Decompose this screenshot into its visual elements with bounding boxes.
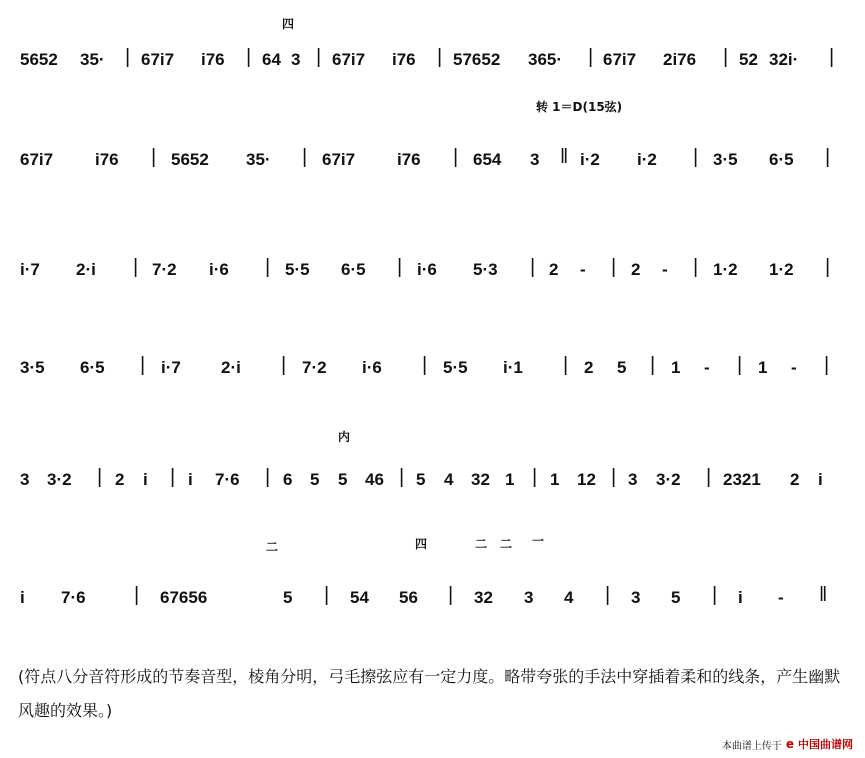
jianpu-note-group: 3 xyxy=(530,150,540,169)
jianpu-note-group: 1·2 xyxy=(769,260,794,279)
jianpu-note-group: i xyxy=(143,470,148,489)
score-line-4 xyxy=(0,338,865,408)
jianpu-note-group: i·2 xyxy=(637,150,657,169)
jianpu-note-group: 2 xyxy=(790,470,800,489)
barline: | xyxy=(712,584,718,606)
barline: | xyxy=(324,584,330,606)
barline: | xyxy=(265,256,271,278)
barline: | xyxy=(588,46,594,68)
barline: | xyxy=(97,466,103,488)
jianpu-note-group: 3 xyxy=(628,470,638,489)
jianpu-note-group: 3·2 xyxy=(656,470,681,489)
jianpu-note-group: 3·5 xyxy=(20,358,45,377)
barline: | xyxy=(151,146,157,168)
fingering-mark-one: 一 xyxy=(532,534,545,548)
barline: | xyxy=(422,354,428,376)
jianpu-note-group: 2321 xyxy=(723,470,761,489)
barline: | xyxy=(316,46,322,68)
barline: | xyxy=(563,354,569,376)
barline: | xyxy=(532,466,538,488)
jianpu-note-group: 2·i xyxy=(221,358,241,377)
jianpu-note-group: 4 xyxy=(564,588,574,607)
barline: | xyxy=(693,146,699,168)
jianpu-note-group: 56 xyxy=(399,588,418,607)
barline: | xyxy=(611,256,617,278)
jianpu-note-group: 6·5 xyxy=(769,150,794,169)
jianpu-note-group: 35· xyxy=(80,50,105,69)
inner-mark: 内 xyxy=(338,430,351,444)
jianpu-note-group: 5 xyxy=(416,470,426,489)
jianpu-note-group: 2·i xyxy=(76,260,96,279)
jianpu-note-group: 3·2 xyxy=(47,470,72,489)
jianpu-note-group: 365· xyxy=(528,50,563,69)
jianpu-note-group: 654 xyxy=(473,150,502,169)
jianpu-note-group: 32 xyxy=(471,470,490,489)
barline: | xyxy=(140,354,146,376)
score-line-1 xyxy=(0,30,865,100)
jianpu-note-group: 3 xyxy=(631,588,641,607)
jianpu-note-group: 57652 xyxy=(453,50,501,69)
footer-text: 本曲谱上传于 xyxy=(721,740,782,752)
jianpu-note-group: 52 xyxy=(739,50,758,69)
jianpu-note-group: i·7 xyxy=(20,260,40,279)
jianpu-note-group: i·6 xyxy=(417,260,437,279)
barline: | xyxy=(170,466,176,488)
performance-remark: (符点八分音符形成的节奏音型，棱角分明，弓毛擦弦应有一定力度。略带夸张的手法中穿插着柔和的线条，产生幽默风趣的效果。) xyxy=(18,667,841,720)
barline: | xyxy=(397,256,403,278)
barline: | xyxy=(399,466,405,488)
barline: | xyxy=(302,146,308,168)
jianpu-note-group: 5 xyxy=(283,588,293,607)
jianpu-note-group: 2 xyxy=(584,358,594,377)
jianpu-note-group: 46 xyxy=(365,470,384,489)
barline: ‖ xyxy=(560,146,569,168)
barline: | xyxy=(706,466,712,488)
barline: | xyxy=(134,584,140,606)
barline: | xyxy=(246,46,252,68)
jianpu-note-group: 7·2 xyxy=(152,260,177,279)
barline: | xyxy=(448,584,454,606)
jianpu-note-group: 54 xyxy=(350,588,369,607)
jianpu-note-group: 2i76 xyxy=(663,50,697,69)
barline: | xyxy=(825,256,831,278)
jianpu-note-group: - xyxy=(662,260,668,279)
barline: | xyxy=(437,46,443,68)
barline: | xyxy=(650,354,656,376)
jianpu-note-group: 6 xyxy=(283,470,293,489)
jianpu-note-group: - xyxy=(580,260,586,279)
jianpu-note-group: 3 xyxy=(20,470,30,489)
jianpu-note-group: 2 xyxy=(549,260,559,279)
jianpu-note-group: 67i7 xyxy=(603,50,637,69)
score-line-6 xyxy=(0,568,865,638)
jianpu-note-group: 64 xyxy=(262,50,281,69)
jianpu-note-group: i76 xyxy=(392,50,416,69)
jianpu-note-group: 5·5 xyxy=(443,358,468,377)
jianpu-note-group: 2 xyxy=(115,470,125,489)
jianpu-note-group: 12 xyxy=(577,470,596,489)
barline: | xyxy=(530,256,536,278)
jianpu-note-group: 67i7 xyxy=(322,150,356,169)
jianpu-note-group: i·1 xyxy=(503,358,523,377)
jianpu-note-group: 5 xyxy=(338,470,348,489)
fingering-mark-two: 二 xyxy=(266,540,279,554)
jianpu-note-group: - xyxy=(791,358,797,377)
jianpu-note-group: 35· xyxy=(246,150,271,169)
jianpu-note-group: 67i7 xyxy=(20,150,54,169)
jianpu-note-group: 67656 xyxy=(160,588,208,607)
jianpu-note-group: 7·2 xyxy=(302,358,327,377)
fingering-mark-two: 二 xyxy=(500,537,513,551)
jianpu-note-group: i xyxy=(188,470,193,489)
jianpu-note-group: i xyxy=(738,588,743,607)
jianpu-note-group: 3 xyxy=(524,588,534,607)
barline: | xyxy=(133,256,139,278)
barline: | xyxy=(737,354,743,376)
fingering-mark-four: 四 xyxy=(415,537,428,551)
jianpu-note-group: 2 xyxy=(631,260,641,279)
barline: | xyxy=(265,466,271,488)
score-line-2 xyxy=(0,130,865,200)
jianpu-note-group: 67i7 xyxy=(141,50,175,69)
jianpu-note-group: 5 xyxy=(310,470,320,489)
jianpu-note-group: i·6 xyxy=(209,260,229,279)
jianpu-note-group: 32i· xyxy=(769,50,799,69)
jianpu-note-group: i76 xyxy=(201,50,225,69)
barline: | xyxy=(605,584,611,606)
barline: | xyxy=(824,354,830,376)
jianpu-note-group: 5·3 xyxy=(473,260,498,279)
jianpu-note-group: 3·5 xyxy=(713,150,738,169)
score-line-3 xyxy=(0,240,865,310)
jianpu-note-group: - xyxy=(778,588,784,607)
score-line-5 xyxy=(0,450,865,520)
barline: ‖ xyxy=(819,584,828,606)
jianpu-note-group: 6·5 xyxy=(341,260,366,279)
jianpu-note-group: 1 xyxy=(505,470,515,489)
jianpu-note-group: 67i7 xyxy=(332,50,366,69)
jianpu-note-group: 1 xyxy=(671,358,681,377)
jianpu-note-group: 1 xyxy=(550,470,560,489)
key-change-label: 转 1＝D(15弦) xyxy=(536,100,623,114)
jianpu-note-group: 6·5 xyxy=(80,358,105,377)
barline: | xyxy=(693,256,699,278)
jianpu-note-group: 1 xyxy=(758,358,768,377)
jianpu-note-group: 3 xyxy=(291,50,301,69)
jianpu-note-group: i76 xyxy=(397,150,421,169)
jianpu-note-group: 5652 xyxy=(171,150,209,169)
fingering-mark-two: 二 xyxy=(475,537,488,551)
jianpu-note-group: 32 xyxy=(474,588,493,607)
barline: | xyxy=(125,46,131,68)
barline: | xyxy=(723,46,729,68)
barline: | xyxy=(825,146,831,168)
barline: | xyxy=(611,466,617,488)
jianpu-note-group: - xyxy=(704,358,710,377)
site-name: 中国曲谱网 xyxy=(798,738,853,751)
barline: | xyxy=(829,46,835,68)
jianpu-note-group: i·7 xyxy=(161,358,181,377)
jianpu-note-group: i·6 xyxy=(362,358,382,377)
jianpu-note-group: i xyxy=(818,470,823,489)
jianpu-note-group: i·2 xyxy=(580,150,600,169)
footer-credit xyxy=(722,736,853,752)
site-logo-icon: e xyxy=(785,737,794,751)
jianpu-note-group: 5·5 xyxy=(285,260,310,279)
barline: | xyxy=(281,354,287,376)
jianpu-note-group: 7·6 xyxy=(61,588,86,607)
barline: | xyxy=(453,146,459,168)
jianpu-note-group: 5 xyxy=(671,588,681,607)
jianpu-note-group: 7·6 xyxy=(215,470,240,489)
jianpu-note-group: i76 xyxy=(95,150,119,169)
jianpu-note-group: 5 xyxy=(617,358,627,377)
fingering-mark-four: 四 xyxy=(282,17,295,31)
jianpu-note-group: i xyxy=(20,588,25,607)
jianpu-note-group: 5652 xyxy=(20,50,58,69)
jianpu-note-group: 1·2 xyxy=(713,260,738,279)
jianpu-note-group: 4 xyxy=(444,470,454,489)
